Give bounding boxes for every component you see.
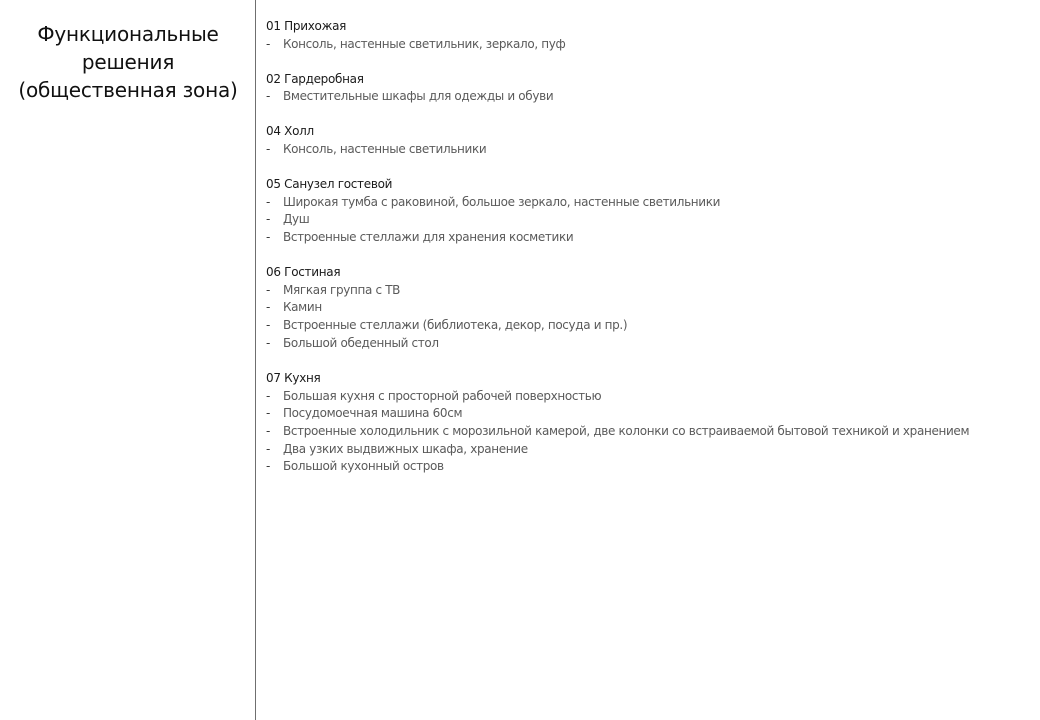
title-line-3: (общественная зона): [18, 78, 238, 102]
list-item: [266, 211, 1032, 229]
item-list: [266, 388, 1032, 477]
item-text: Большой кухонный остров: [283, 459, 444, 474]
list-item: [266, 441, 1032, 459]
item-list: [266, 194, 1032, 247]
bullet-dash: -: [266, 388, 270, 403]
item-text: Мягкая группа с ТВ: [283, 282, 401, 297]
item-text: Вместительные шкафы для одежды и обуви: [283, 89, 554, 104]
bullet-dash: -: [266, 141, 270, 156]
item-list: [266, 141, 1032, 159]
bullet-dash: -: [266, 282, 270, 297]
section-living-room: [266, 264, 1032, 352]
sections-list: [266, 18, 1032, 494]
bullet-dash: -: [266, 406, 270, 421]
list-item: [266, 141, 1032, 159]
bullet-dash: -: [266, 318, 270, 333]
list-item: [266, 88, 1032, 106]
item-text: Посудомоечная машина 60см: [283, 406, 463, 421]
section-title: 05 Санузел гостевой: [266, 177, 393, 192]
bullet-dash: -: [266, 89, 270, 104]
section-title: 04 Холл: [266, 124, 314, 139]
list-item: [266, 423, 1032, 441]
title-line-1: Функциональные: [37, 22, 219, 46]
list-item: [266, 299, 1032, 317]
item-text: Большой обеденный стол: [283, 335, 439, 350]
section-entrance: [266, 18, 1032, 53]
item-list: [266, 88, 1032, 106]
bullet-dash: -: [266, 212, 270, 227]
list-item: [266, 317, 1032, 335]
bullet-dash: -: [266, 441, 270, 456]
list-item: [266, 405, 1032, 423]
item-text: Встроенные стеллажи (библиотека, декор, посуда и пр.): [283, 318, 628, 333]
section-title: 02 Гардеробная: [266, 71, 364, 86]
bullet-dash: -: [266, 423, 270, 438]
bullet-dash: -: [266, 36, 270, 51]
section-kitchen: [266, 370, 1032, 476]
bullet-dash: -: [266, 459, 270, 474]
list-item: [266, 194, 1032, 212]
item-text: Два узких выдвижных шкафа, хранение: [283, 441, 528, 456]
section-hall: [266, 123, 1032, 158]
section-title: 07 Кухня: [266, 371, 321, 386]
vertical-divider: [255, 0, 256, 720]
item-text: Консоль, настенные светильник, зеркало, пуф: [283, 36, 566, 51]
item-text: Душ: [283, 212, 310, 227]
bullet-dash: -: [266, 194, 270, 209]
item-list: [266, 36, 1032, 54]
list-item: [266, 458, 1032, 476]
section-title: 06 Гостиная: [266, 265, 341, 280]
item-text: Встроенные стеллажи для хранения косметики: [283, 230, 574, 245]
item-text: Консоль, настенные светильники: [283, 141, 487, 156]
list-item: [266, 282, 1032, 300]
list-item: [266, 388, 1032, 406]
section-title: 01 Прихожая: [266, 19, 347, 33]
item-text: Широкая тумба с раковиной, большое зеркало, настенные светильники: [283, 194, 721, 209]
title-line-2: решения: [81, 50, 175, 74]
item-text: Большая кухня с просторной рабочей поверхностью: [283, 388, 602, 403]
section-wardrobe: [266, 71, 1032, 106]
list-item: [266, 36, 1032, 54]
bullet-dash: -: [266, 300, 270, 315]
item-text: Встроенные холодильник с морозильной камерой, две колонки со встраиваемой бытовой техникой и хранением: [283, 423, 970, 438]
slide-title: [0, 20, 256, 104]
bullet-dash: -: [266, 230, 270, 245]
list-item: [266, 229, 1032, 247]
section-guest-bathroom: [266, 176, 1032, 247]
list-item: [266, 335, 1032, 353]
item-text: Камин: [283, 300, 322, 315]
bullet-dash: -: [266, 335, 270, 350]
item-list: [266, 282, 1032, 353]
